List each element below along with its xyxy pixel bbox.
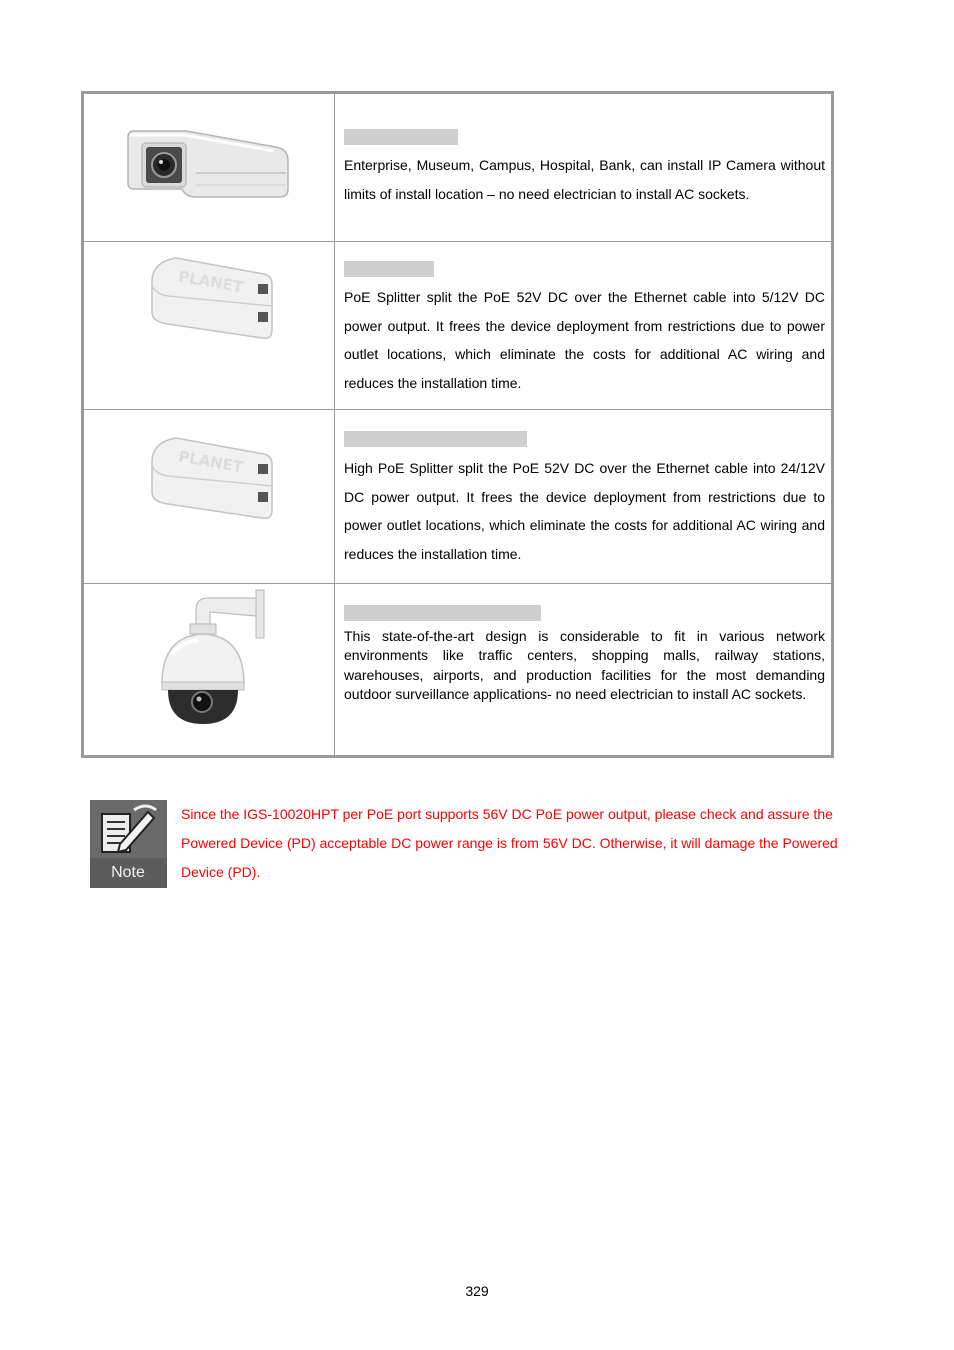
svg-text:PLANET: PLANET <box>177 267 245 297</box>
note-icon-label: Note <box>111 864 145 881</box>
device-heading <box>344 261 434 277</box>
outdoor-ip-camera-icon <box>126 127 294 211</box>
speed-dome-camera-icon <box>152 588 268 726</box>
high-poe-splitter-icon <box>146 434 276 526</box>
device-heading <box>344 605 541 621</box>
device-description: Enterprise, Museum, Campus, Hospital, Bank, can install IP Camera without limits of install location – no need electrician to install AC sockets. <box>344 157 825 202</box>
note-text: Since the IGS-10020HPT per PoE port supports 56V DC PoE power output, please check and assure the Powered Device (PD) acceptable DC power range is from 56V DC. Otherwise, it will damage the Powered Device (PD). <box>181 806 838 880</box>
image-cell <box>84 584 335 755</box>
poe-splitter-icon <box>146 254 276 346</box>
device-description: This state-of-the-art design is considerable to fit in various network environments like traffic centers, shopping malls, railway stations, warehouses, airports, and production facilities for the most demanding outdoor surveillance applications- no need electrician to install AC sockets. <box>344 628 825 702</box>
image-cell <box>84 410 335 583</box>
table-row <box>84 241 831 409</box>
device-heading <box>344 129 458 145</box>
table-row <box>84 583 831 755</box>
device-description: High PoE Splitter split the PoE 52V DC over the Ethernet cable into 24/12V DC power output. It frees the device deployment from restrictions due to power outlet locations, which eliminate the costs for additional AC wiring and reduces the installation time. <box>344 460 825 563</box>
page-number: 329 <box>465 1283 489 1299</box>
table-row <box>84 94 831 241</box>
note-icon <box>90 800 167 888</box>
device-table <box>81 91 834 758</box>
device-heading <box>344 431 527 447</box>
image-cell <box>84 242 335 409</box>
image-cell <box>84 94 335 241</box>
table-row <box>84 409 831 583</box>
device-description: PoE Splitter split the PoE 52V DC over the Ethernet cable into 5/12V DC power output. It frees the device deployment from restrictions due to power outlet locations, which eliminate the costs for additional AC wiring and reduces the installation time. <box>344 289 825 392</box>
svg-text:PLANET: PLANET <box>177 447 245 477</box>
